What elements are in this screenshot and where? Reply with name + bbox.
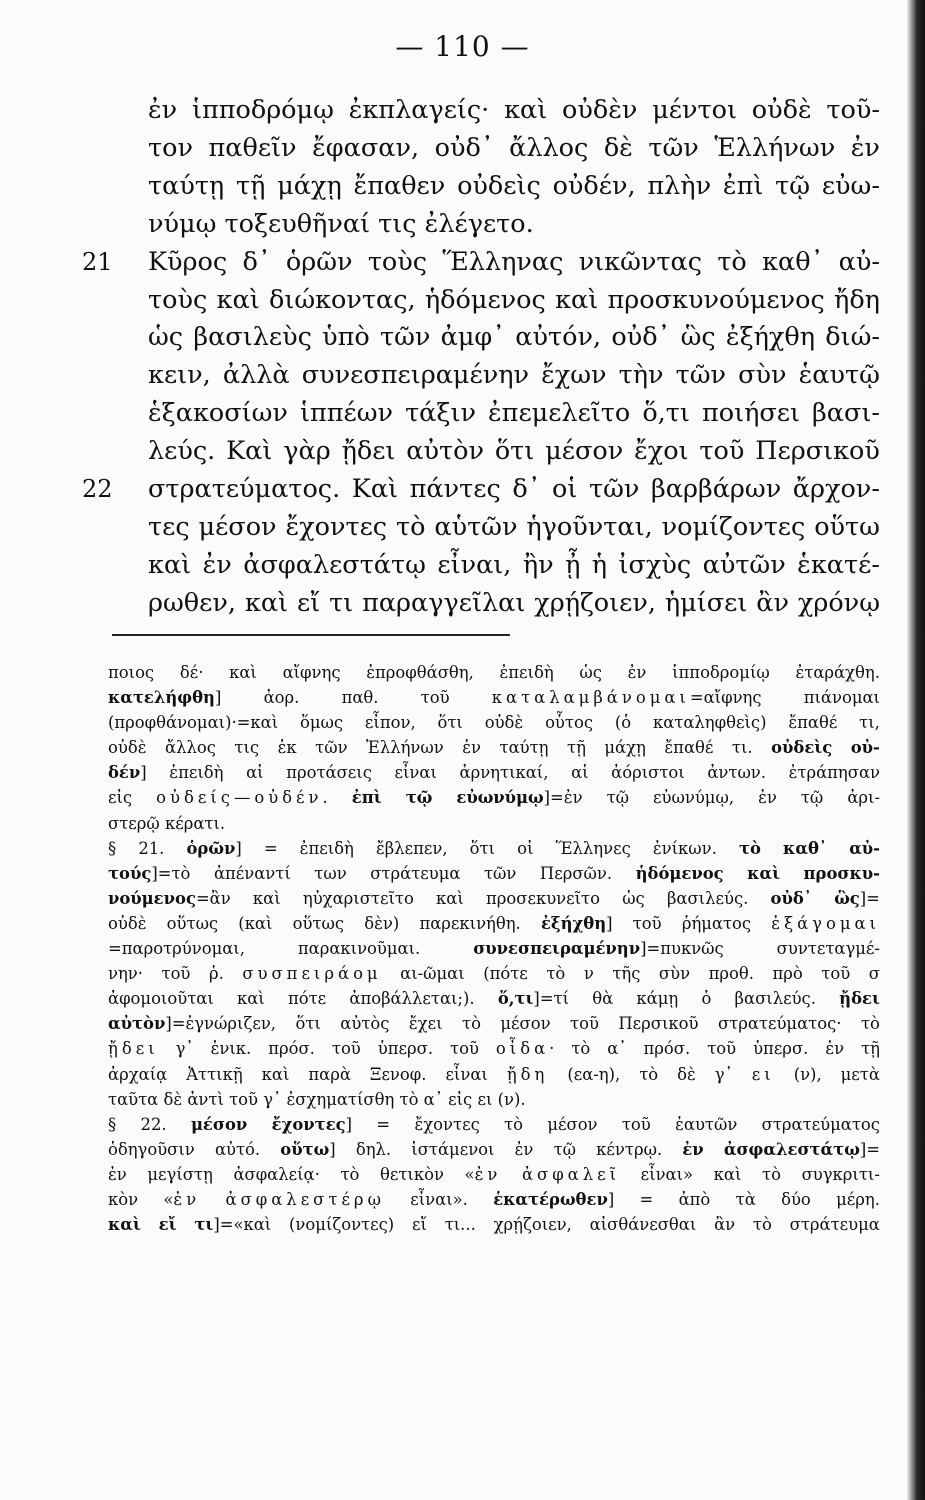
footnote-line: ταῦτα δὲ ἀντὶ τοῦ γ᾽ ἐσχηματίσθη τὸ α᾽ εἰς ει (ν). [108, 1089, 526, 1109]
main-text-line: καὶ ἐν ἀσφαλεστάτῳ εἶναι, ἢν ᾖ ἡ ἰσχὺς αὐτῶν ἑκατέ- [148, 549, 880, 580]
main-text-line: ρωθεν, καὶ εἴ τι παραγγεῖλαι χρῄζοιεν, ἡμίσει ἂν χρόνῳ [148, 587, 880, 618]
footnote-line: ἀφομοιοῦται καὶ πότε ἀποβάλλεται;). ὅ,τι]=τί θὰ κάμῃ ὁ βασιλεύς. ᾔδει [108, 989, 880, 1009]
footnote-line: οὐδὲ ἄλλος τις ἐκ τῶν Ἑλλήνων ἐν ταύτῃ τῇ μάχῃ ἔπαθέ τι. οὐδεὶς οὐ- [108, 738, 880, 758]
footnote-separator [112, 634, 510, 636]
footnote-line: νην· τοῦ ῥ. συσπειράομ αι-ῶμαι (πότε τὸ ν τῆς σὺν προθ. πρὸ τοῦ σ [108, 964, 880, 984]
footnote-line: § 22. μέσον ἔχοντες] = ἔχοντες τὸ μέσον τοῦ ἑαυτῶν στρατεύματος [108, 1114, 880, 1134]
footnotes [108, 660, 880, 1237]
main-text-line: 21 Κῦρος δ᾽ ὁρῶν τοὺς Ἕλληνας νικῶντας τὸ καθ᾽ αὐ- [148, 244, 880, 282]
section-number: 22 [82, 475, 113, 504]
section-number: 21 [82, 247, 113, 276]
main-text-line: νύμῳ τοξευθῆναί τις ἐλέγετο. [148, 208, 534, 239]
page-number: — 110 — [395, 30, 530, 63]
page-edge-shadow [907, 0, 925, 1500]
main-text-line: τον παθεῖν ἔφασαν, οὐδ᾽ ἄλλος δὲ τῶν Ἑλλήνων ἐν [148, 132, 880, 163]
main-text-line: κειν, ἀλλὰ συνεσπειραμένην ἔχων τὴν τῶν σὺν ἑαυτῷ [148, 360, 880, 391]
footnote-line: καὶ εἴ τι]=«καὶ (νομίζοντες) εἴ τι... χρῄζοιεν, αἰσθάνεσθαι ἂν τὸ στράτευμα [108, 1215, 880, 1235]
footnote-line: (προφθάνομαι)·=καὶ ὅμως εἶπον, ὅτι οὐδὲ οὗτος (ὁ καταληφθεὶς) ἔπαθέ τι, [108, 713, 880, 733]
main-text-line: λεύς. Καὶ γὰρ ᾔδει αὐτὸν ὅτι μέσον ἔχοι τοῦ Περσικοῦ [148, 436, 880, 467]
main-text-line: ταύτῃ τῇ μάχῃ ἔπαθεν οὐδεὶς οὐδέν, πλὴν ἐπὶ τῷ εὐω- [148, 170, 880, 201]
footnote-line: ἐν μεγίστῃ ἀσφαλείᾳ· τὸ θετικὸν «ἐν ἀσφαλεῖ εἶναι» καὶ τὸ συγκριτι- [108, 1164, 880, 1184]
footnote-line: κὸν «ἐν ἀσφαλεστέρῳ εἶναι». ἑκατέρωθεν] = ἀπὸ τὰ δύο μέρη. [108, 1189, 880, 1209]
main-text [82, 92, 880, 623]
main-text-line: ἑξακοσίων ἱππέων τάξιν ἐπεμελεῖτο ὅ,τι ποιήσει βασι- [148, 398, 880, 429]
main-text-line: τες μέσον ἔχοντες τὸ αὑτῶν ἡγοῦνται, νομίζοντες οὕτω [148, 511, 880, 542]
main-text-line: ὡς βασιλεὺς ὑπὸ τῶν ἀμφ᾽ αὐτόν, οὐδ᾽ ὣς ἐξήχθη διώ- [148, 322, 880, 353]
footnote-line: ἀρχαίᾳ Ἀττικῇ καὶ παρὰ Ξενοφ. εἶναι ᾔδη (εα-η), τὸ δὲ γ᾽ ει (ν), μετὰ [108, 1064, 880, 1084]
main-text-line: ἐν ἱπποδρόμῳ ἐκπλαγείς· καὶ οὐδὲν μέντοι οὐδὲ τοῦ- [148, 95, 880, 125]
footnote-line: ᾔδει γ᾽ ἑνικ. πρόσ. τοῦ ὑπερσ. τοῦ οἶδα· τὸ α᾽ πρόσ. τοῦ ὑπερσ. ἐν τῇ [108, 1039, 880, 1059]
footnote-line: τούς]=τὸ ἀπέναντί των στράτευμα τῶν Περσῶν. ἡδόμενος καὶ προσκυ- [108, 863, 880, 883]
footnote-line: ποιος δέ· καὶ αἴφνης ἐπροφθάσθη, ἐπειδὴ ὡς ἐν ἱπποδρομίῳ ἐταράχθη. [108, 663, 880, 682]
footnote-line: κατελήφθη] ἀορ. παθ. τοῦ καταλαμβάνομαι=αἴφνης πιάνομαι [108, 688, 880, 708]
footnote-line: § 21. ὁρῶν] = ἐπειδὴ ἔβλεπεν, ὅτι οἱ Ἕλληνες ἐνίκων. τὸ καθ᾽ αὐ- [108, 838, 880, 858]
footnote-line: αὐτὸν]=ἐγνώριζεν, ὅτι αὐτὸς ἔχει τὸ μέσον τοῦ Περσικοῦ στρατεύματος· τὸ [108, 1014, 880, 1034]
footnote-line: δέν] ἐπειδὴ αἱ προτάσεις εἶναι ἀρνητικαί, αἱ ἀόριστοι ἀντων. ἐτράπησαν [108, 763, 880, 783]
main-text-line: τοὺς καὶ διώκοντας, ἡδόμενος καὶ προσκυνούμενος ἤδη [148, 284, 880, 315]
footnote-line: =παροτρύνομαι, παρακινοῦμαι. συνεσπειραμένην]=πυκνῶς συντεταγμέ- [108, 939, 880, 959]
footnote-line: οὐδὲ οὕτως (καὶ οὕτως δὲν) παρεκινήθη. ἐξήχθη] τοῦ ῥήματος ἐξάγομαι [108, 913, 880, 933]
footnote-line: εἰς οὐδείς—οὐδέν. ἐπὶ τῷ εὐωνύμῳ]=ἐν τῷ εὐωνύμῳ, ἐν τῷ ἀρι- [108, 788, 880, 808]
footnote-line: ὁδηγοῦσιν αὐτό. οὕτω] δηλ. ἱστάμενοι ἐν τῷ κέντρῳ. ἐν ἀσφαλεστάτῳ]= [108, 1139, 880, 1159]
footnote-line: νούμενος=ἂν καὶ ηὐχαριστεῖτο καὶ προσεκυνεῖτο ὡς βασιλεύς. οὐδ᾽ ὣς]= [108, 888, 880, 908]
footnote-line: στερῷ κέρατι. [108, 813, 226, 833]
main-text-line: 22 στρατεύματος. Καὶ πάντες δ᾽ οἱ τῶν βαρβάρων ἄρχον- [148, 471, 880, 509]
